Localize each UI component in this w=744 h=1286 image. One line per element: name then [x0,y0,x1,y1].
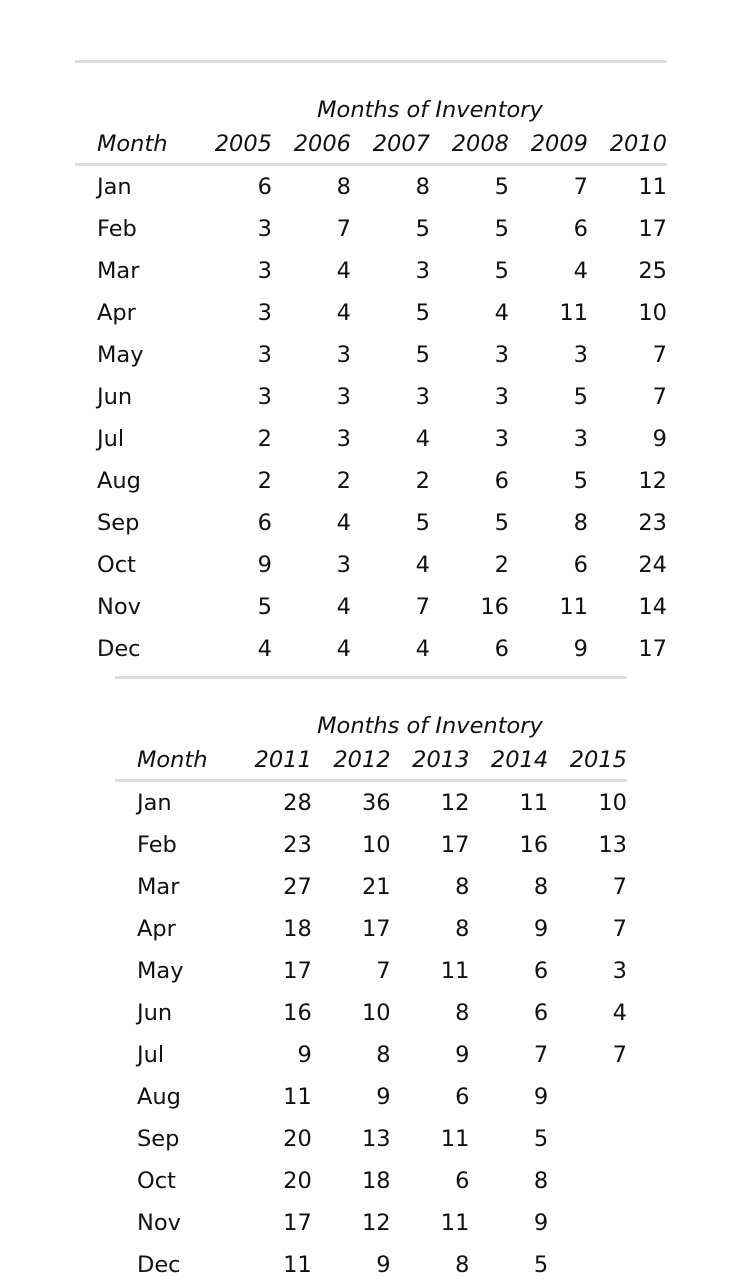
value-cell: 10 [588,292,667,334]
value-cell [548,1244,627,1286]
value-cell: 5 [430,208,509,250]
value-cell: 6 [509,544,588,586]
month-cell: Dec [75,628,193,670]
value-cell: 4 [193,628,272,670]
value-cell: 6 [469,950,548,992]
month-cell: Mar [115,866,233,908]
value-cell: 11 [469,781,548,825]
value-cell: 11 [391,1118,470,1160]
spanner-row [75,62,667,126]
table-header [75,62,667,165]
value-cell: 3 [548,950,627,992]
value-cell: 8 [312,1034,391,1076]
value-cell: 6 [430,460,509,502]
table-body [75,165,667,671]
value-cell: 3 [272,544,351,586]
value-cell: 9 [312,1076,391,1118]
value-cell: 12 [312,1202,391,1244]
value-cell: 3 [509,334,588,376]
column-header-month: Month [115,741,233,781]
value-cell: 4 [272,502,351,544]
value-cell: 8 [469,866,548,908]
value-cell: 2 [193,460,272,502]
value-cell: 7 [588,334,667,376]
value-cell: 3 [193,292,272,334]
month-cell: Nov [115,1202,233,1244]
value-cell: 28 [233,781,312,825]
value-cell: 5 [509,376,588,418]
month-cell: Jul [75,418,193,460]
table-body [115,781,627,1286]
value-cell: 3 [430,418,509,460]
month-cell: Mar [75,250,193,292]
value-cell: 4 [509,250,588,292]
value-cell: 16 [430,586,509,628]
value-cell: 9 [509,628,588,670]
table-row [115,866,627,908]
column-header-year: 2005 [193,125,272,165]
column-header-row [75,125,667,165]
table-row [75,250,667,292]
value-cell: 27 [233,866,312,908]
month-cell: Oct [75,544,193,586]
value-cell: 8 [391,908,470,950]
value-cell: 3 [430,376,509,418]
month-cell: Sep [75,502,193,544]
value-cell: 3 [272,334,351,376]
value-cell: 3 [193,208,272,250]
value-cell: 10 [312,992,391,1034]
value-cell: 10 [548,781,627,825]
value-cell: 9 [233,1034,312,1076]
value-cell: 8 [469,1160,548,1202]
table-row [75,208,667,250]
value-cell: 7 [351,586,430,628]
inventory-table-2005-2010 [75,60,667,670]
value-cell: 12 [391,781,470,825]
value-cell: 11 [509,292,588,334]
spanner-label: Months of Inventory [233,678,627,742]
value-cell: 6 [509,208,588,250]
column-header-month: Month [75,125,193,165]
value-cell: 4 [272,250,351,292]
table-row [75,334,667,376]
table-row [115,1244,627,1286]
value-cell: 5 [430,502,509,544]
table-row [115,1034,627,1076]
value-cell: 2 [430,544,509,586]
column-header-year: 2009 [509,125,588,165]
value-cell: 7 [509,165,588,209]
value-cell: 6 [469,992,548,1034]
value-cell: 8 [391,992,470,1034]
value-cell: 3 [509,418,588,460]
value-cell: 13 [548,824,627,866]
value-cell: 3 [351,250,430,292]
value-cell: 4 [548,992,627,1034]
table-row [75,460,667,502]
value-cell: 3 [272,376,351,418]
column-header-year: 2012 [312,741,391,781]
value-cell: 25 [588,250,667,292]
value-cell: 20 [233,1118,312,1160]
value-cell: 2 [193,418,272,460]
month-cell: Jul [115,1034,233,1076]
value-cell: 7 [548,1034,627,1076]
value-cell: 3 [193,376,272,418]
value-cell: 14 [588,586,667,628]
value-cell: 17 [588,628,667,670]
value-cell: 7 [548,866,627,908]
value-cell: 5 [351,334,430,376]
spanner-blank [75,62,193,126]
value-cell: 5 [193,586,272,628]
value-cell: 9 [469,1202,548,1244]
value-cell: 17 [233,1202,312,1244]
value-cell [548,1118,627,1160]
column-header-year: 2006 [272,125,351,165]
month-cell: May [75,334,193,376]
value-cell: 2 [272,460,351,502]
month-cell: May [115,950,233,992]
table-row [115,992,627,1034]
table-row [115,824,627,866]
month-cell: Nov [75,586,193,628]
value-cell: 3 [430,334,509,376]
value-cell: 4 [272,586,351,628]
table-row [115,908,627,950]
value-cell: 6 [391,1076,470,1118]
value-cell: 18 [233,908,312,950]
month-cell: Apr [115,908,233,950]
month-cell: Oct [115,1160,233,1202]
value-cell [548,1076,627,1118]
value-cell: 5 [351,502,430,544]
month-cell: Sep [115,1118,233,1160]
value-cell: 16 [469,824,548,866]
value-cell: 9 [391,1034,470,1076]
column-header-year: 2011 [233,741,312,781]
table-row [75,628,667,670]
value-cell: 21 [312,866,391,908]
table-row [115,1202,627,1244]
value-cell: 8 [391,866,470,908]
column-header-year: 2013 [391,741,470,781]
value-cell: 9 [588,418,667,460]
value-cell: 9 [312,1244,391,1286]
value-cell: 5 [351,208,430,250]
value-cell: 12 [588,460,667,502]
value-cell: 7 [272,208,351,250]
value-cell: 4 [272,628,351,670]
month-cell: Apr [75,292,193,334]
value-cell: 8 [391,1244,470,1286]
value-cell: 11 [391,1202,470,1244]
value-cell: 20 [233,1160,312,1202]
month-cell: Feb [75,208,193,250]
value-cell: 7 [312,950,391,992]
table-row [115,950,627,992]
value-cell: 23 [588,502,667,544]
value-cell: 4 [351,418,430,460]
value-cell: 5 [469,1118,548,1160]
value-cell: 11 [233,1076,312,1118]
table-row [115,1076,627,1118]
value-cell: 11 [588,165,667,209]
month-cell: Dec [115,1244,233,1286]
table-row [75,165,667,209]
value-cell: 7 [469,1034,548,1076]
value-cell: 4 [272,292,351,334]
value-cell: 9 [469,908,548,950]
column-header-year: 2008 [430,125,509,165]
value-cell: 6 [391,1160,470,1202]
month-cell: Aug [115,1076,233,1118]
table-row [75,544,667,586]
value-cell: 11 [509,586,588,628]
spanner-label: Months of Inventory [193,62,667,126]
value-cell: 4 [351,628,430,670]
month-cell: Jan [75,165,193,209]
value-cell: 17 [391,824,470,866]
table-row [75,502,667,544]
inventory-table-2011-2015 [115,676,627,1286]
value-cell: 5 [469,1244,548,1286]
month-cell: Jan [115,781,233,825]
value-cell: 3 [351,376,430,418]
value-cell: 2 [351,460,430,502]
month-cell: Jun [115,992,233,1034]
value-cell: 3 [272,418,351,460]
table-row [75,292,667,334]
value-cell: 6 [193,165,272,209]
table-row [75,586,667,628]
table-row [115,781,627,825]
value-cell: 23 [233,824,312,866]
table-row [115,1118,627,1160]
column-header-year: 2007 [351,125,430,165]
spanner-row [115,678,627,742]
column-header-year: 2014 [469,741,548,781]
value-cell: 5 [351,292,430,334]
value-cell: 11 [233,1244,312,1286]
table-row [75,418,667,460]
value-cell [548,1202,627,1244]
value-cell: 6 [430,628,509,670]
value-cell: 4 [351,544,430,586]
value-cell: 3 [193,334,272,376]
value-cell: 6 [193,502,272,544]
value-cell: 13 [312,1118,391,1160]
column-header-year: 2015 [548,741,627,781]
column-header-row [115,741,627,781]
value-cell: 3 [193,250,272,292]
value-cell: 8 [272,165,351,209]
table-row [75,376,667,418]
value-cell: 17 [312,908,391,950]
value-cell: 5 [430,250,509,292]
table-row [115,1160,627,1202]
value-cell: 18 [312,1160,391,1202]
table-header [115,678,627,781]
value-cell: 17 [588,208,667,250]
value-cell: 24 [588,544,667,586]
value-cell: 4 [430,292,509,334]
value-cell: 8 [509,502,588,544]
value-cell: 5 [509,460,588,502]
month-cell: Aug [75,460,193,502]
value-cell: 9 [469,1076,548,1118]
value-cell: 36 [312,781,391,825]
spanner-blank [115,678,233,742]
value-cell: 11 [391,950,470,992]
value-cell: 10 [312,824,391,866]
value-cell: 5 [430,165,509,209]
value-cell: 7 [548,908,627,950]
value-cell: 16 [233,992,312,1034]
value-cell: 17 [233,950,312,992]
value-cell: 9 [193,544,272,586]
value-cell: 8 [351,165,430,209]
value-cell [548,1160,627,1202]
month-cell: Jun [75,376,193,418]
month-cell: Feb [115,824,233,866]
column-header-year: 2010 [588,125,667,165]
value-cell: 7 [588,376,667,418]
